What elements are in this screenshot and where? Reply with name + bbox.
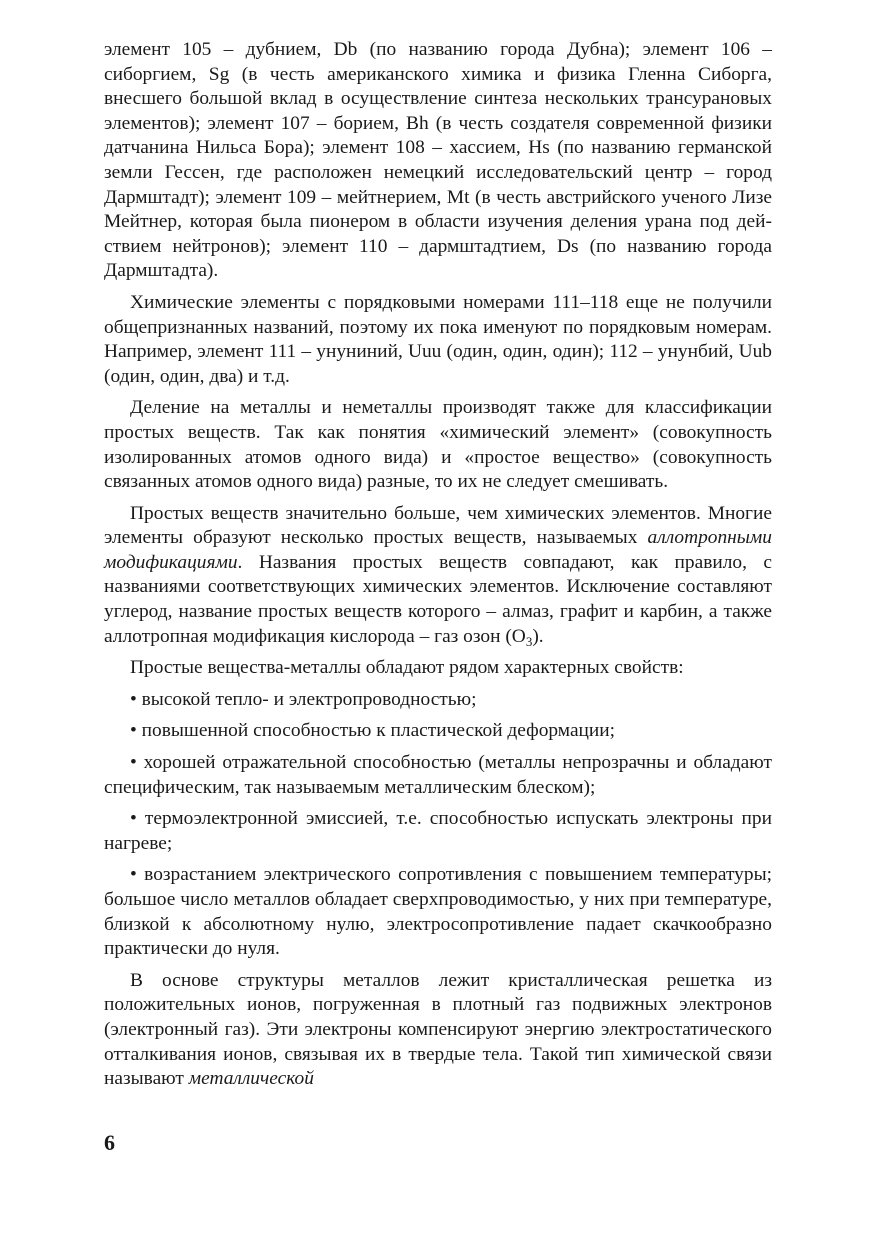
- bullet-item: • повышенной способностью к пластической деформации;: [130, 720, 616, 742]
- paragraph-allotropic-modifications: [104, 502, 772, 650]
- bullet-item: • высокой тепло- и электропроводностью;: [130, 688, 477, 710]
- emphasis-term: металлической: [188, 1068, 314, 1090]
- paragraph-simple-substances-classification: Деление на металлы и неметаллы производят также для классификации простых веществ. Так как понятия «химический элемент» (совокупность изолированных атомов одного вида) и «простое вещество» (совокупность связанных атомов одного вида) разные, то их не следует смешивать.: [104, 397, 772, 493]
- page-body: [104, 38, 772, 1092]
- paragraph-metal-structure: [104, 969, 772, 1092]
- subscript: 3: [525, 633, 533, 649]
- text-run: В основе структуры металлов лежит кристаллическая решетка из положительных ионов, погруженная в плотный газ подвижных электронов (электронный газ). Эти электроны компенсируют энергию электростатического отталкивания ионов, связывая их в твердые тела. Такой тип химической связи называют: [104, 969, 772, 1090]
- bullet-item: • возрастанием электрического сопротивления с повышением температуры; большое число металлов обладает сверхпроводимостью, у них при температуре, близкой к абсолютному нулю, электросопротивление падает скачкообразно практически до нуля.: [104, 864, 772, 960]
- bullet-item: • хорошей отражательной способностью (металлы непрозрачны и обладают специфическим, так называемым металлическим блеском);: [104, 752, 772, 798]
- bullet-item: • термоэлектронной эмиссией, т.е. способностью испускать электроны при нагреве;: [104, 808, 772, 854]
- page-number: 6: [104, 1130, 115, 1155]
- paragraph-element-names: элемент 105 – дубнием, Db (по названию города Дубна); элемент 106 – сиборгием, Sg (в честь американского химика и физика Гленна Сиборга, внесшего большой вклад в осуществление синтеза нескольких трансурановых элементов); элемент 107 – борием, Bh (в честь создателя современной физики датчанина Нильса Бора); элемент 108 – хассием, Hs (по названию германской земли Гессен, где расположен немецкий исследовательский центр – город Дармштадт); элемент 109 – мейтнерием, Mt (в честь австрийского ученого Лизе Мейтнер, которая была пионером в области изучения деления урана под действием нейтронов); элемент 110 – дармштадтием, Ds (по названию города Дармштадта).: [104, 39, 772, 282]
- paragraph-metal-properties-intro: Простые вещества-металлы обладают рядом характерных свойств:: [130, 657, 684, 679]
- text-run: ).: [532, 625, 544, 647]
- emphasis-term: аллотропными модификациями: [104, 527, 772, 573]
- text-run: Простых веществ значительно больше, чем химических элементов. Многие элементы образуют несколько простых веществ, называемых: [104, 502, 772, 549]
- paragraph-unnamed-elements: Химические элементы с порядковыми номерами 111–118 еще не получили общепризнанных названий, поэтому их пока именуют по порядковым номерам. Например, элемент 111 – унуниний, Uuu (один, один, один); 112 – унунбий, Uub (один, один, два) и т.д.: [104, 291, 772, 387]
- text-run: . Названия простых веществ совпадают, как правило, с названиями соответствующих химических элементов. Исключение составляют углерод, название простых веществ которого – алмаз, графит и карбин, а также аллотропная модификация кислорода – газ озон (O: [104, 551, 772, 647]
